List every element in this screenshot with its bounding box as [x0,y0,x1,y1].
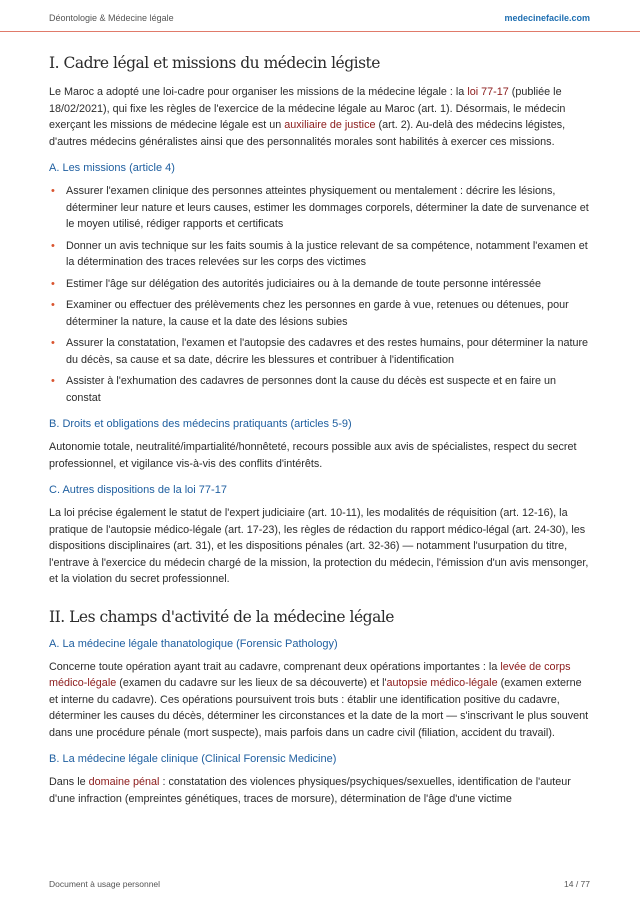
subsection-2b-title: B. La médecine légale clinique (Clinical Forensic Medicine) [49,753,337,765]
intro-text-1: Le Maroc a adopté une loi-cadre pour organiser les missions de la médecine légale : la [49,86,468,98]
subsection-2b-text [49,774,591,807]
subsection-1c-title: C. Autres dispositions de la loi 77-17 [49,484,227,496]
bullet-icon: • [51,239,55,252]
page-number: 14 / 77 [564,879,590,889]
s2a-highlight-autopsie: autopsie médico-légale [386,677,498,689]
s2b-text-2: : constatation des violences physiques/psychiques/sexuelles, identification de l'auteur d'une infraction (empreintes génétiques, traces de morsure), détermination de l'âge d'une victime [49,776,571,805]
section-2-title: II. Les champs d'activité de la médecine légale [49,607,394,626]
list-item [49,276,591,293]
footer-note: Document à usage personnel [49,879,161,889]
bullet-icon: • [51,337,55,349]
list-item-text: Assurer l'examen clinique des personnes atteintes physiquement ou mentalement : décrire les lésions, déterminer leur nature et leurs causes, estimer les dommages corporels, déterminer la date de survenance et le moyen utilisé, rédiger rapports et certificats [66,185,589,230]
intro-text-3: (art. 2). Au-delà des médecins légistes, d'autres médecins généralistes ainsi que des personnalités morales sont habilités à exercer ces missions. [49,119,566,148]
subsection-1b-title: B. Droits et obligations des médecins pratiquants (articles 5-9) [49,418,352,430]
main-content [49,54,591,807]
section-1-title: I. Cadre légal et missions du médecin légiste [49,54,380,72]
list-item-text: Donner un avis technique sur les faits soumis à la justice relevant de sa compétence, notamment l'examen et la détermination des traces relevées sur les corps des victimes [66,239,588,268]
header-title: Déontologie & Médecine légale [49,13,174,23]
list-item [49,238,591,271]
subsection-1a-title: A. Les missions (article 4) [49,162,175,174]
intro-text-2: (publiée le 18/02/2021), qui fixe les règles de l'exercice de la médecine légale au Maroc (art. 1). Désormais, le médecin exerçant les missions de médecine légale est un [49,86,566,131]
s2a-text-2: (examen du cadavre sur les lieux de sa découverte) et l' [116,677,387,689]
bullet-icon: • [51,299,55,311]
missions-list [49,183,591,406]
s2a-highlight-levee: levée de corps médico-légale [49,660,571,689]
list-item-text: Estimer l'âge sur délégation des autorités judiciaires ou à la demande de toute personne intéressée [66,277,542,290]
list-item-text: Assurer la constatation, l'examen et l'autopsie des cadavres et des restes humains, pour déterminer la nature du décès, sa cause et sa date, décrire les blessures et contribuer à l'identification [66,337,589,366]
subsection-1b-text: Autonomie totale, neutralité/impartialité/honnêteté, recours possible aux avis de spécialistes, respect du secret professionnel, et vigilance vis-à-vis des conflits d'intérêts. [49,441,577,470]
subsection-2a-text [49,659,591,742]
list-item [49,373,591,406]
s2a-text-3: (examen externe et interne du cadavre). Ces opérations poursuivent trois buts : établir une identification positive du cadavre, déterminer les causes du décès, déterminer les circonstances et la date de la mort — s'inscrivant le plus souvent dans une procédure pénale (mort suspecte), mais parfois dans un cadre civil (filiation, accident du travail). [49,677,589,739]
bullet-icon: • [51,375,55,387]
subsection-1c-text: La loi précise également le statut de l'expert judiciaire (art. 10-11), les modalités de réquisition (art. 12-16), la pratique de l'autopsie médico-légale (art. 17-23), les règles de rédaction du rapport médico-légal (art. 24-30), les dispositions disciplinaires (art. 31), et les dispositions pénales (art. 32-36) — notamment l'usurpation du titre, l'entrave à l'exercice du médecin chargé de la mission, la protection du médecin, l'émission d'un avis mensonger, et la violation du secret professionnel. [49,507,589,585]
s2a-text-1: Concerne toute opération ayant trait au cadavre, comprenant deux opérations importantes : la [49,660,501,673]
intro-highlight-auxiliaire: auxiliaire de justice [284,119,376,131]
header-divider [0,31,640,32]
list-item [49,335,591,368]
bullet-icon: • [51,277,55,290]
list-item-text: Examiner ou effectuer des prélèvements chez les personnes en garde à vue, retenues ou détenues, pour déterminer la nature, la cause et la date des lésions subies [66,299,569,328]
page-header [0,0,640,32]
s2b-highlight-penal: domaine pénal [88,776,160,788]
list-item [49,183,591,233]
bullet-icon: • [51,185,55,197]
list-item-text: Assister à l'exhumation des cadavres de personnes dont la cause du décès est suspecte et en faire un constat [66,375,557,404]
section-1-intro [49,84,591,150]
s2b-text-1: Dans le [49,776,89,788]
list-item [49,297,591,330]
subsection-2a-title: A. La médecine légale thanatologique (Forensic Pathology) [49,637,338,650]
header-site-link[interactable]: medecinefacile.com [504,13,590,23]
intro-highlight-law: loi 77-17 [467,86,509,98]
